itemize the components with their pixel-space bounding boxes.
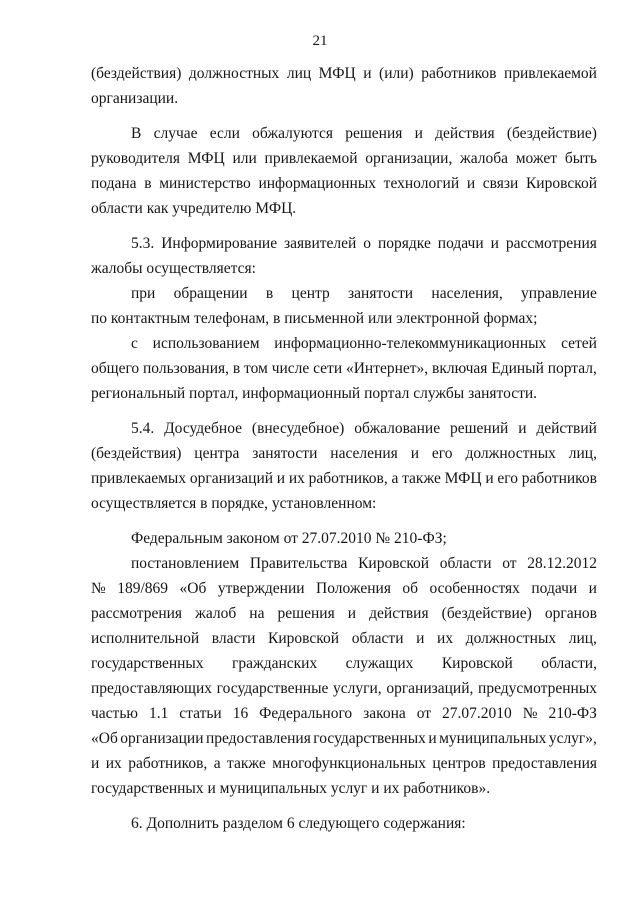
word: работников (421, 65, 497, 82)
word: действия (369, 605, 429, 622)
text-line (91, 653, 597, 675)
word: статьи (179, 705, 222, 722)
word: в (232, 360, 241, 377)
text-line: жалобы осуществляется: (91, 260, 256, 277)
word: «Об (91, 730, 118, 747)
word: об (402, 580, 419, 597)
text-line (131, 553, 597, 575)
word: действий (536, 420, 597, 437)
text-line (91, 703, 597, 725)
page-number: 21 (312, 33, 328, 49)
word: и (416, 630, 425, 647)
text-line (91, 678, 597, 700)
word: и (91, 755, 100, 772)
word: должностных (465, 445, 556, 462)
word: также (402, 470, 441, 487)
word: и (428, 730, 437, 747)
word: а (391, 470, 399, 487)
word: обращении (173, 285, 248, 302)
word: предусмотренных (478, 680, 597, 697)
word: решения (277, 605, 335, 622)
word: общего (91, 360, 140, 377)
word: (или) (379, 65, 414, 82)
text-line: по контактным телефонам, в письменной или электронной формах; (91, 310, 538, 327)
word: «Об (179, 580, 207, 597)
word: может (515, 150, 558, 167)
word: решения (345, 125, 403, 142)
word: обжалуются (252, 125, 333, 142)
text-line (91, 358, 597, 380)
text-line (131, 233, 597, 255)
word: информационно-телекоммуникационных (274, 335, 547, 352)
word: их (437, 630, 454, 647)
word: (внесудебное) (251, 420, 345, 437)
word: служащих (345, 655, 414, 672)
word: В (131, 125, 142, 142)
word: Правительства (249, 555, 348, 572)
text-line: Федеральным законом от 27.07.2010 № 210-ФЗ; (131, 530, 447, 547)
word: если (209, 125, 240, 142)
word: Информирование (161, 235, 278, 252)
word: а (213, 755, 221, 772)
word: управление (521, 285, 597, 302)
word: министерство (159, 175, 251, 192)
word: организаций, (386, 680, 474, 697)
word: информационных (258, 175, 377, 192)
text-line (91, 468, 597, 490)
word: рассмотрения (505, 235, 597, 252)
word: муниципальных (439, 730, 547, 747)
word: Федерального (259, 705, 353, 722)
word: занятости (348, 285, 414, 302)
word: «Интернет», (345, 360, 429, 377)
word: том (244, 360, 268, 377)
word: лиц, (568, 445, 597, 462)
text-line (131, 283, 597, 305)
word: лиц (286, 65, 312, 82)
word: рассмотрения (91, 605, 183, 622)
word: области, (541, 655, 597, 672)
word: организации, (365, 150, 453, 167)
word: действия (435, 125, 495, 142)
word: № (522, 705, 538, 722)
word: портал, (547, 360, 597, 377)
text-line (91, 578, 597, 600)
word: включая (432, 360, 488, 377)
word: числе (271, 360, 310, 377)
word: заявителей (284, 235, 357, 252)
text-line (91, 63, 597, 85)
word: гражданских (232, 655, 318, 672)
text-line (91, 148, 597, 170)
word: жалоб (195, 605, 237, 622)
word: центр (291, 285, 330, 302)
word: и (490, 235, 499, 252)
word: Кировской (441, 655, 513, 672)
word: с (131, 335, 138, 352)
word: 5.4. (131, 420, 155, 437)
word: привлекаемой (264, 150, 358, 167)
word: (бездействие) (506, 125, 597, 142)
word: закона (363, 705, 406, 722)
word: организации (120, 730, 204, 747)
word: 189/869 (117, 580, 169, 597)
text-line (131, 123, 597, 145)
word: привлекаемых (91, 470, 187, 487)
word: предоставления (205, 730, 311, 747)
word: Кировской (525, 175, 597, 192)
word: и (466, 175, 476, 192)
word: должностных (188, 65, 280, 82)
word: области (351, 630, 404, 647)
word: сетей (561, 335, 597, 352)
word: подана (91, 175, 137, 192)
word: руководителя (91, 150, 181, 167)
word: 210-ФЗ (548, 705, 597, 722)
word: в (144, 175, 152, 192)
word: подачи (531, 580, 578, 597)
word: области (439, 555, 492, 572)
text-line (91, 628, 597, 650)
text-line (91, 443, 597, 465)
word: лиц, (568, 630, 597, 647)
word: обжалование (354, 420, 441, 437)
word: власти (211, 630, 256, 647)
word: органов (544, 605, 597, 622)
word: использованием (152, 335, 260, 352)
word: (бездействия) (91, 65, 182, 82)
word: пользования, (143, 360, 230, 377)
word: и (410, 445, 419, 462)
word: привлекаемой (503, 65, 597, 82)
word: работников, (308, 470, 388, 487)
word: от (502, 555, 517, 572)
word: многофункциональных (272, 755, 426, 772)
text-line: осуществляется в порядке, установленном: (91, 495, 377, 512)
text-line (131, 333, 597, 355)
word: их (105, 755, 122, 772)
word: в (265, 285, 274, 302)
word: на (249, 605, 265, 622)
text-line: государственных и муниципальных услуг и их работников». (91, 780, 491, 797)
word: его (431, 445, 453, 462)
word: государственные (216, 680, 329, 697)
word: населения, (431, 285, 503, 302)
word: случае (153, 125, 198, 142)
word: Положения (316, 580, 391, 597)
word: работников (521, 470, 597, 487)
word: государственных (313, 730, 426, 747)
word: услуг», (548, 730, 597, 747)
word: 5.3. (131, 235, 155, 252)
word: жалоба (460, 150, 509, 167)
word: и (363, 65, 372, 82)
text-line (91, 603, 597, 625)
word: связи (482, 175, 519, 192)
word: особенностях (429, 580, 520, 597)
word: и (347, 605, 357, 622)
word: и (414, 125, 423, 142)
word: № (91, 580, 106, 597)
text-line: 6. Дополнить разделом 6 следующего содержания: (131, 815, 466, 832)
word: услуги, (333, 680, 382, 697)
word: 1.1 (148, 705, 169, 722)
word: при (131, 285, 156, 302)
word: (бездействие) (441, 605, 532, 622)
word: его (497, 470, 518, 487)
text-line (91, 753, 597, 775)
word: предоставляющих (91, 680, 213, 697)
word: порядке (378, 235, 431, 252)
word: Единый (491, 360, 544, 377)
word: и (518, 420, 527, 437)
word: 16 (232, 705, 249, 722)
word: о (363, 235, 372, 252)
text-line: региональный портал, информационный портал службы занятости. (91, 385, 538, 402)
word: сети (313, 360, 343, 377)
word: частью (91, 705, 138, 722)
word: и (588, 580, 597, 597)
word: решений (449, 420, 509, 437)
word: организаций (189, 470, 274, 487)
word: быть (564, 150, 597, 167)
word: технологий (383, 175, 460, 192)
text-line (91, 728, 597, 750)
text-line: области как учредителю МФЦ. (91, 200, 297, 217)
word: и (276, 470, 286, 487)
word: центра (194, 445, 240, 462)
word: также (227, 755, 266, 772)
word: МФЦ (318, 65, 356, 82)
word: работников, (128, 755, 208, 772)
word: государственных (91, 655, 204, 672)
word: и (485, 470, 494, 487)
word: утверждении (217, 580, 305, 597)
word: МФЦ (187, 150, 225, 167)
word: исполнительной (91, 630, 200, 647)
word: подачи (437, 235, 484, 252)
text-line (131, 418, 597, 440)
word: Кировской (268, 630, 340, 647)
text-line: организации. (91, 90, 179, 107)
word: или (232, 150, 257, 167)
word: занятости (252, 445, 318, 462)
word: 28.12.2012 (527, 555, 597, 572)
word: постановлением (131, 555, 240, 572)
text-line (91, 173, 597, 195)
word: предоставления (492, 755, 597, 772)
word: МФЦ (444, 470, 482, 487)
word: Досудебное (164, 420, 243, 437)
word: населения (330, 445, 398, 462)
word: центров (432, 755, 486, 772)
word: их (288, 470, 305, 487)
word: 27.07.2010 (442, 705, 512, 722)
word: Кировской (358, 555, 430, 572)
word: должностных (465, 630, 557, 647)
word: от (416, 705, 432, 722)
word: (бездействия) (91, 445, 182, 462)
